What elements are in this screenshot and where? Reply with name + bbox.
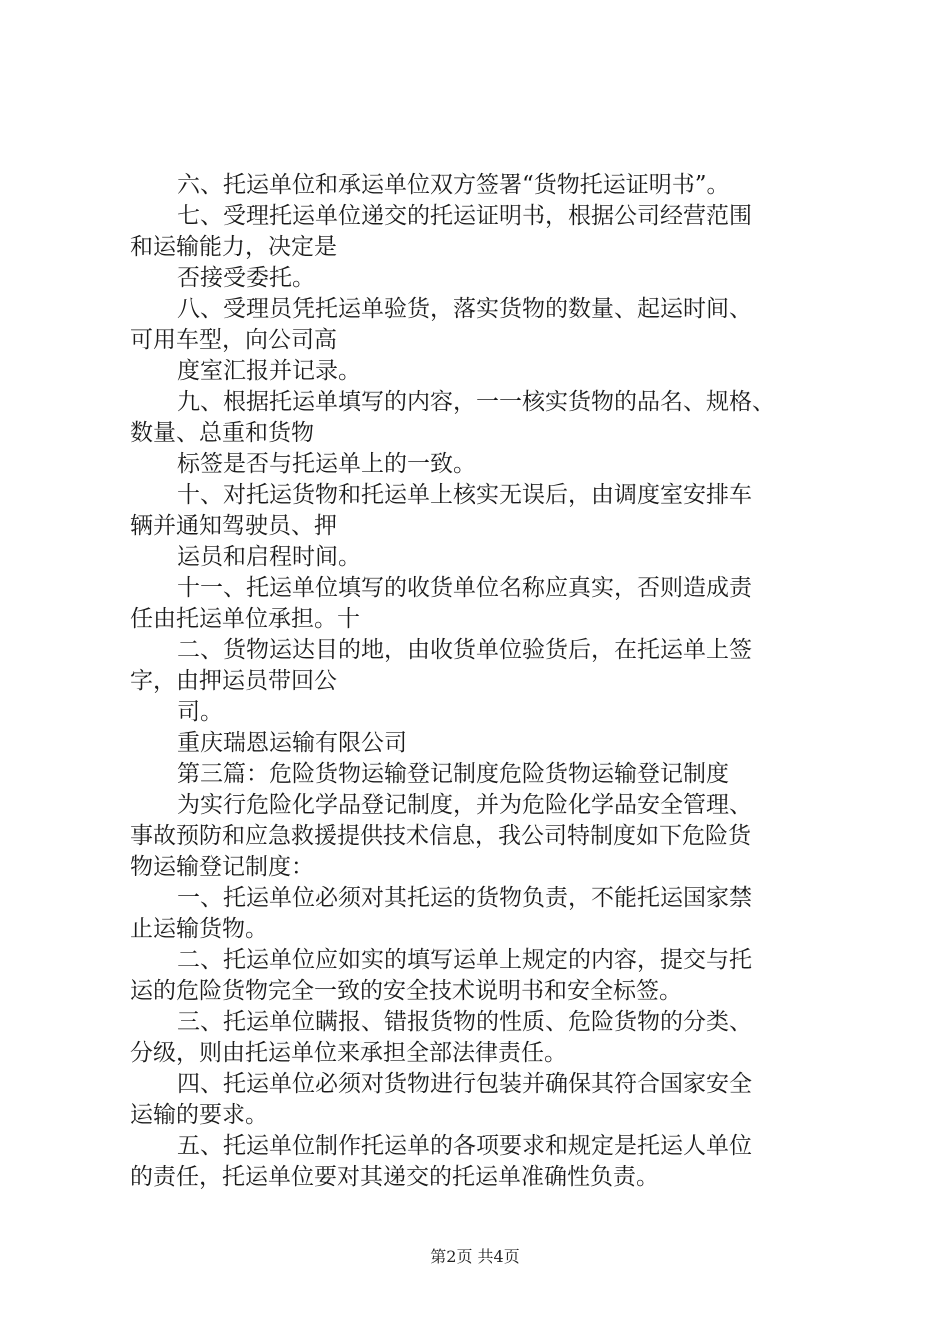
text-line: 数量、总重和货物 [130,420,314,446]
text-line: 二、货物运达目的地，由收货单位验货后，在托运单上签 [177,637,752,663]
text-line: 度室汇报并记录。 [177,358,361,384]
text-line: 事故预防和应急救援提供技术信息，我公司特制度如下危险货 [130,823,751,849]
text-line: 运输的要求。 [130,1102,268,1128]
text-line: 八、受理员凭托运单验货，落实货物的数量、起运时间、 [177,296,752,322]
text-line: 运员和启程时间。 [177,544,361,570]
text-line: 六、托运单位和承运单位双方签署“货物托运证明书”。 [177,172,730,198]
text-line: 字，由押运员带回公 [130,668,337,694]
text-line: 标签是否与托运单上的一致。 [177,451,476,477]
text-line: 可用车型，向公司高 [130,327,337,353]
text-line: 十、对托运货物和托运单上核实无误后，由调度室安排车 [177,482,752,508]
text-line: 和运输能力，决定是 [130,234,337,260]
document-body [130,170,830,1193]
text-line: 七、受理托运单位递交的托运证明书，根据公司经营范围 [177,203,752,229]
text-line: 的责任，托运单位要对其递交的托运单准确性负责。 [130,1164,659,1190]
text-line: 重庆瑞恩运输有限公司 [177,730,407,756]
page-number-footer: 第2页 共4页 [430,1247,520,1266]
text-line: 第三篇：危险货物运输登记制度危险货物运输登记制度 [177,761,729,787]
text-line: 二、托运单位应如实的填写运单上规定的内容，提交与托 [177,947,752,973]
text-line: 物运输登记制度： [130,854,314,880]
text-line: 为实行危险化学品登记制度，并为危险化学品安全管理、 [177,792,752,818]
text-line: 止运输货物。 [130,916,268,942]
text-line: 分级，则由托运单位来承担全部法律责任。 [130,1040,567,1066]
text-line: 十一、托运单位填写的收货单位名称应真实，否则造成责 [177,575,752,601]
text-line: 一、托运单位必须对其托运的货物负责，不能托运国家禁 [177,885,752,911]
text-line: 九、根据托运单填写的内容，一一核实货物的品名、规格、 [177,389,775,415]
text-line: 四、托运单位必须对货物进行包装并确保其符合国家安全 [177,1071,752,1097]
text-line: 三、托运单位瞒报、错报货物的性质、危险货物的分类、 [177,1009,752,1035]
text-line: 五、托运单位制作托运单的各项要求和规定是托运人单位 [177,1133,752,1159]
text-line: 运的危险货物完全一致的安全技术说明书和安全标签。 [130,978,682,1004]
text-line: 辆并通知驾驶员、押 [130,513,337,539]
text-line: 否接受委托。 [177,265,315,291]
text-line: 任由托运单位承担。十 [130,606,360,632]
text-line: 司。 [177,699,223,725]
